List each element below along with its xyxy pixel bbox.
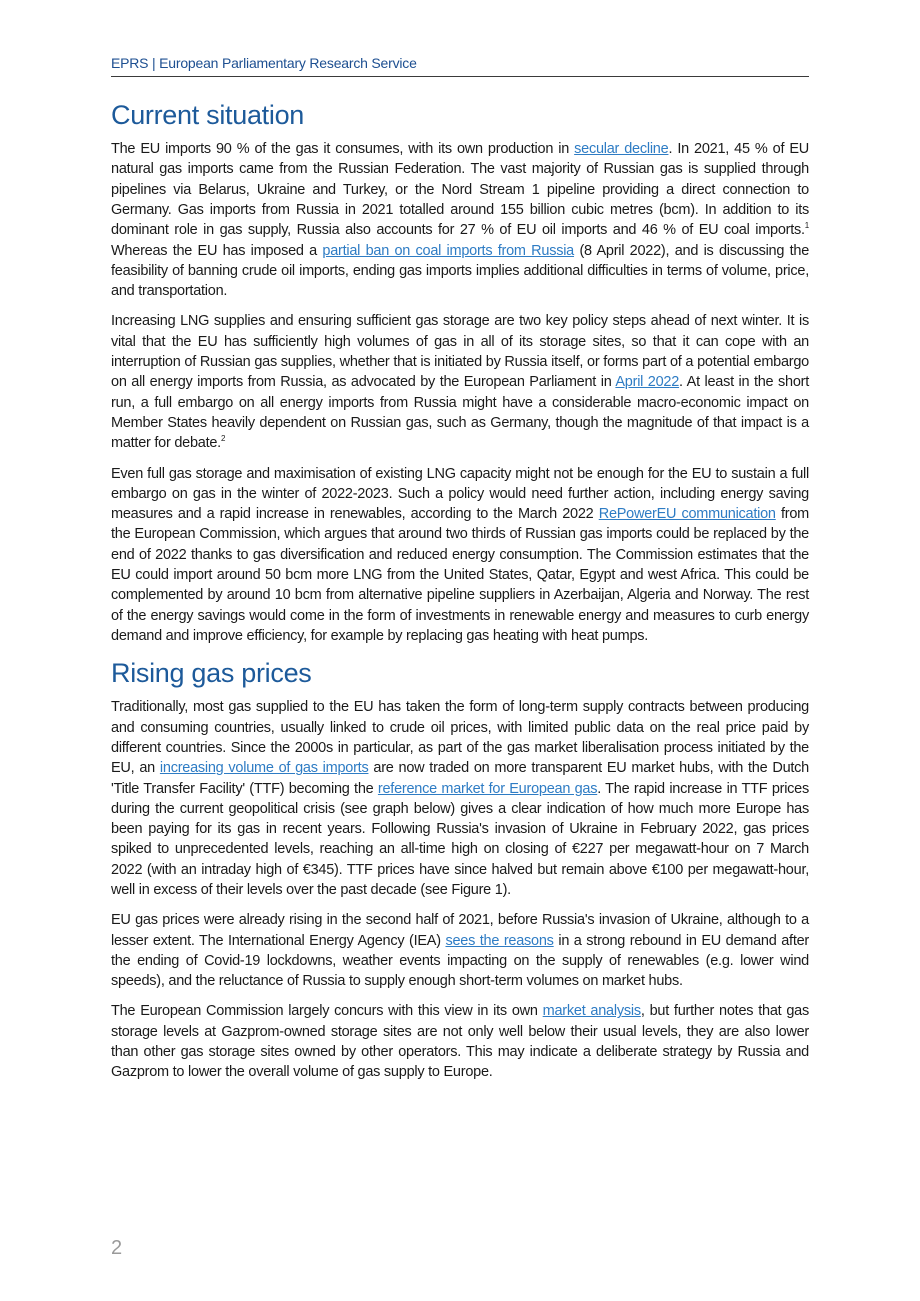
link-secular-decline[interactable]: secular decline bbox=[574, 141, 669, 158]
link-reference-market-european-gas[interactable]: reference market for European gas bbox=[377, 780, 598, 797]
link-repowereu-communication[interactable]: RePowerEU communication bbox=[598, 506, 776, 523]
paragraph: EU gas prices were already rising in the second half of 2021, before Russia's invasion of Ukraine, although to a lesser extent. The International Energy Agency (IEA) sees the reasons in a strong rebound in EU demand after the ending of Covid-19 lockdowns, weather events impacting on the supply of renewables (e.g. lower wind speeds), and the reluctance of Russia to supply enough short-term volumes on market hubs. bbox=[111, 912, 809, 990]
paragraph: Increasing LNG supplies and ensuring sufficient gas storage are two key policy steps ahead of next winter. It is vital that the EU has sufficiently high volumes of gas in all of its storage sites, so that it can cope with an interruption of Russian gas supplies, whether that is initiated by Russia itself, or forms part of a potential embargo on all energy imports from Russia, as advocated by the European Parliament in April 2022. At least in the short run, a full embargo on all energy imports from Russia might have a considerable macro-economic impact on Member States heavily dependent on Russian gas, such as Germany, though the magnitude of that impact is a matter for debate.$^2$ bbox=[111, 313, 810, 452]
page-number: 2 bbox=[111, 1237, 123, 1259]
section-heading-rising-gas-prices: Rising gas prices bbox=[111, 658, 312, 689]
link-increasing-volume-gas-imports[interactable]: increasing volume of gas imports bbox=[159, 760, 369, 777]
link-april-2022[interactable]: April 2022 bbox=[615, 374, 680, 391]
paragraph: The EU imports 90 % of the gas it consumes, with its own production in secular decline. In 2021, 45 % of EU natural gas imports came from the Russian Federation. The vast majority of Russian gas is supplied through pipelines via Belarus, Ukraine and Turkey, or the Nord Stream 1 pipeline providing a direct connection to Germany. Gas imports from Russia in 2021 totalled around 155 billion cubic metres (bcm). In addition to its dominant role in gas supply, Russia also accounts for 27 % of EU oil imports and 46 % of EU coal imports.$^1$ Whereas the EU has imposed a partial ban on coal imports from Russia (8 April 2022), and is discussing the feasibility of banning crude oil imports, ending gas imports implies additional difficulties in terms of volume, price, and transportation. bbox=[111, 141, 810, 300]
paragraph: Even full gas storage and maximisation of existing LNG capacity might not be enough for the EU to sustain a full embargo on gas in the winter of 2022-2023. Such a policy would need further action, including energy saving measures and a rapid increase in renewables, according to the March 2022 RePowerEU communication from the European Commission, which argues that around two thirds of Russian gas imports could be replaced by the end of 2022 thanks to gas diversification and reduced energy consumption. The Commission estimates that the EU could import around 50 bcm more LNG from the United States, Qatar, Egypt and west Africa. This could be complemented by around 10 bcm from alternative pipeline suppliers in Azerbaijan, Algeria and Norway. The rest of the energy savings would come in the form of investments in renewable energy and measures to curb energy demand and improve efficiency, for example by replacing gas heating with heat pumps. bbox=[111, 465, 809, 644]
paragraph: Traditionally, most gas supplied to the EU has taken the form of long-term supply contracts between producing and consuming countries, usually linked to crude oil prices, with limited public data on the real price paid by different countries. Since the 2000s in particular, as part of the gas market liberalisation process initiated by the EU, an increasing volume of gas imports are now traded on more transparent EU market hubs, with the Dutch 'Title Transfer Facility' (TTF) becoming the reference market for European gas. The rapid increase in TTF prices during the current geopolitical crisis (see graph below) gives a clear indication of how much more Europe has been paying for its gas in recent years. Following Russia's invasion of Ukraine in February 2022, gas prices spiked to unprecedented levels, reaching an all-time high on closing of €227 per megawatt-hour on 7 March 2022 (with an intraday high of €345). TTF prices have since halved but remain above €100 per megawatt-hour, well in excess of their levels over the past decade (see Figure 1). bbox=[111, 699, 809, 898]
link-partial-ban-coal[interactable]: partial ban on coal imports from Russia bbox=[322, 242, 575, 259]
running-header: EPRS | European Parliamentary Research Service bbox=[111, 55, 809, 77]
page-body bbox=[111, 98, 809, 1093]
section-heading-current-situation: Current situation bbox=[111, 100, 304, 130]
footnote-marker[interactable]: 2 bbox=[220, 434, 226, 444]
link-market-analysis[interactable]: market analysis bbox=[542, 1003, 641, 1020]
link-sees-the-reasons[interactable]: sees the reasons bbox=[445, 932, 554, 949]
footnote-marker[interactable]: 1 bbox=[804, 221, 809, 231]
paragraph: The European Commission largely concurs with this view in its own market analysis, but further notes that gas storage levels at Gazprom-owned storage sites are not only well below their usual levels, they are also lower than other gas storage sites owned by other operators. This may indicate a deliberate strategy by Russia and Gazprom to lower the overall volume of gas supply to Europe. bbox=[111, 1003, 809, 1081]
